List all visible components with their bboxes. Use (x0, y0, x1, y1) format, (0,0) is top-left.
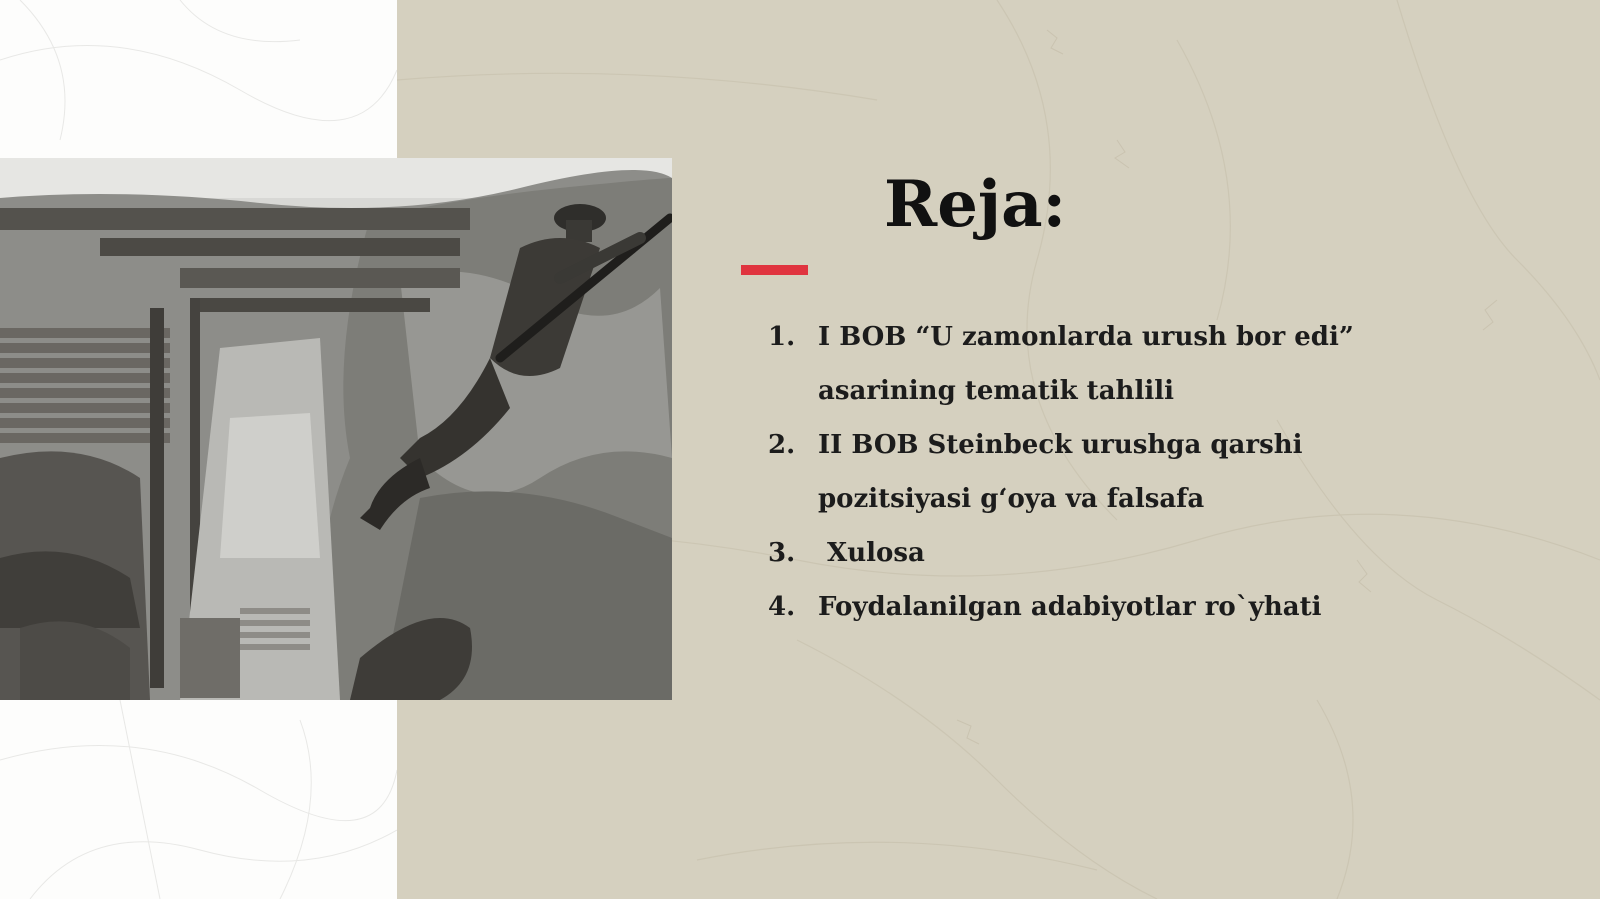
plan-item-text: I BOB “U zamonlarda urush bor edi” asarining tematik tahlili (818, 322, 1354, 406)
plan-item-text: Foydalanilgan adabiyotlar ro`yhati (818, 592, 1322, 622)
ww1-trench-soldier-photo-icon (0, 158, 672, 700)
plan-item-4 (768, 580, 1408, 634)
plan-item-number: 2. (768, 430, 796, 460)
plan-item-number: 1. (768, 322, 796, 352)
plan-item-text: Xulosa (818, 538, 925, 568)
plan-item-1 (768, 310, 1408, 418)
plan-item-2 (768, 418, 1408, 526)
plan-item-number: 4. (768, 592, 796, 622)
slide-title: Reja: (884, 167, 1067, 242)
plan-item-3 (768, 526, 1408, 580)
plan-item-number: 3. (768, 538, 796, 568)
plan-list (768, 310, 1408, 634)
plan-item-text: II BOB Steinbeck urushga qarshi pozitsiyasi g‘oya va falsafa (818, 430, 1303, 514)
title-accent-bar (741, 265, 808, 275)
ww1-trench-photo (0, 158, 672, 700)
